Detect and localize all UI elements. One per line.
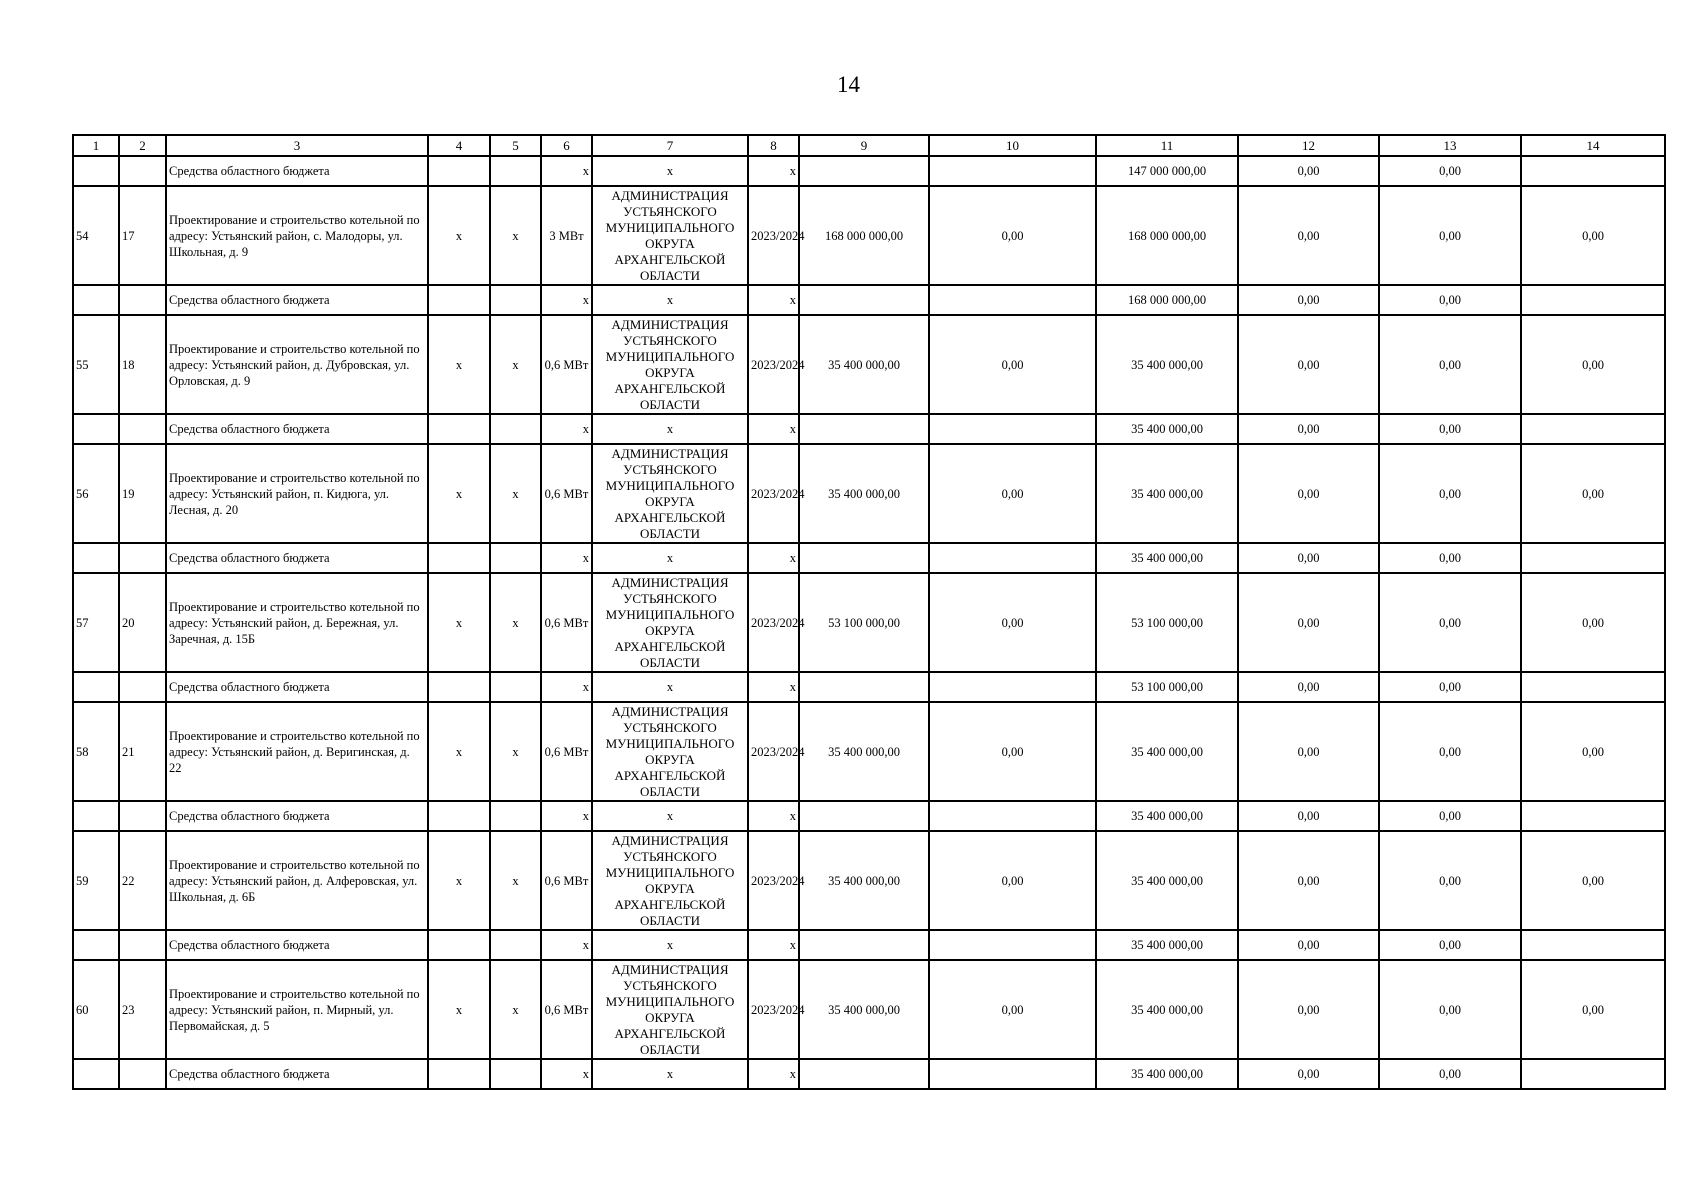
empty-cell: [119, 672, 166, 702]
funding-source-label: Средства областного бюджета: [166, 414, 428, 444]
empty-cell: [1521, 1059, 1665, 1089]
column-number: 13: [1379, 135, 1521, 156]
empty-cell: [929, 672, 1096, 702]
empty-cell: [929, 543, 1096, 573]
cell-col11: 35 400 000,00: [1096, 702, 1238, 801]
cell-col13: 0,00: [1379, 573, 1521, 672]
cell-col14: 0,00: [1521, 702, 1665, 801]
cell-col4: х: [428, 186, 490, 285]
sub-number: 19: [119, 444, 166, 543]
empty-cell: [490, 672, 541, 702]
row-number: 54: [73, 186, 119, 285]
empty-cell: [73, 1059, 119, 1089]
cell-col12: 0,00: [1238, 960, 1379, 1059]
cell-col9: 35 400 000,00: [799, 831, 929, 930]
empty-cell: [73, 285, 119, 315]
cell-col13: 0,00: [1379, 186, 1521, 285]
cell-col11: 35 400 000,00: [1096, 960, 1238, 1059]
column-number: 9: [799, 135, 929, 156]
empty-cell: [73, 543, 119, 573]
power-capacity: 0,6 МВт: [541, 444, 592, 543]
column-number-row: [73, 135, 1665, 156]
empty-cell: [929, 285, 1096, 315]
cell-col5: х: [490, 186, 541, 285]
empty-cell: [929, 801, 1096, 831]
power-capacity: 0,6 МВт: [541, 702, 592, 801]
project-row: [73, 960, 1665, 1059]
organization-name: АДМИНИСТРАЦИЯ УСТЬЯНСКОГО МУНИЦИПАЛЬНОГО ОКРУГА АРХАНГЕЛЬСКОЙ ОБЛАСТИ: [592, 315, 748, 414]
cell-col11: 35 400 000,00: [1096, 801, 1238, 831]
cell-col7: х: [592, 543, 748, 573]
funding-source-row: [73, 543, 1665, 573]
project-row: [73, 444, 1665, 543]
empty-cell: [490, 543, 541, 573]
period: 2023/2024: [748, 444, 799, 543]
cell-col11: 35 400 000,00: [1096, 930, 1238, 960]
empty-cell: [490, 285, 541, 315]
cell-col12: 0,00: [1238, 930, 1379, 960]
column-number: 10: [929, 135, 1096, 156]
empty-cell: [1521, 801, 1665, 831]
power-capacity: 0,6 МВт: [541, 315, 592, 414]
cell-col12: 0,00: [1238, 543, 1379, 573]
cell-col7: х: [592, 801, 748, 831]
project-row: [73, 702, 1665, 801]
empty-cell: [428, 930, 490, 960]
cell-col11: 35 400 000,00: [1096, 444, 1238, 543]
cell-col7: х: [592, 930, 748, 960]
column-number: 11: [1096, 135, 1238, 156]
empty-cell: [428, 156, 490, 186]
cell-col10: 0,00: [929, 702, 1096, 801]
sub-number: 18: [119, 315, 166, 414]
empty-cell: [73, 672, 119, 702]
cell-col6: х: [541, 414, 592, 444]
cell-col9: 35 400 000,00: [799, 315, 929, 414]
funding-source-row: [73, 930, 1665, 960]
cell-col8: х: [748, 930, 799, 960]
cell-col11: 168 000 000,00: [1096, 186, 1238, 285]
cell-col6: х: [541, 543, 592, 573]
period: 2023/2024: [748, 315, 799, 414]
table-body: [73, 135, 1665, 1089]
cell-col10: 0,00: [929, 315, 1096, 414]
period: 2023/2024: [748, 960, 799, 1059]
cell-col12: 0,00: [1238, 1059, 1379, 1089]
cell-col11: 168 000 000,00: [1096, 285, 1238, 315]
empty-cell: [929, 1059, 1096, 1089]
column-number: 1: [73, 135, 119, 156]
row-number: 59: [73, 831, 119, 930]
cell-col14: 0,00: [1521, 315, 1665, 414]
funding-source-label: Средства областного бюджета: [166, 543, 428, 573]
cell-col13: 0,00: [1379, 315, 1521, 414]
organization-name: АДМИНИСТРАЦИЯ УСТЬЯНСКОГО МУНИЦИПАЛЬНОГО ОКРУГА АРХАНГЕЛЬСКОЙ ОБЛАСТИ: [592, 444, 748, 543]
project-name: Проектирование и строительство котельной по адресу: Устьянский район, п. Кидюга, ул. Лесная, д. 20: [166, 444, 428, 543]
empty-cell: [119, 414, 166, 444]
funding-source-label: Средства областного бюджета: [166, 672, 428, 702]
column-number: 2: [119, 135, 166, 156]
cell-col12: 0,00: [1238, 831, 1379, 930]
empty-cell: [1521, 930, 1665, 960]
empty-cell: [1521, 156, 1665, 186]
page-number: 14: [837, 72, 860, 97]
cell-col8: х: [748, 285, 799, 315]
organization-name: АДМИНИСТРАЦИЯ УСТЬЯНСКОГО МУНИЦИПАЛЬНОГО ОКРУГА АРХАНГЕЛЬСКОЙ ОБЛАСТИ: [592, 960, 748, 1059]
cell-col4: х: [428, 960, 490, 1059]
empty-cell: [490, 1059, 541, 1089]
cell-col12: 0,00: [1238, 156, 1379, 186]
cell-col8: х: [748, 414, 799, 444]
column-number: 5: [490, 135, 541, 156]
cell-col8: х: [748, 156, 799, 186]
empty-cell: [428, 285, 490, 315]
empty-cell: [929, 156, 1096, 186]
empty-cell: [1521, 414, 1665, 444]
cell-col5: х: [490, 960, 541, 1059]
funding-source-label: Средства областного бюджета: [166, 285, 428, 315]
project-row: [73, 573, 1665, 672]
cell-col13: 0,00: [1379, 801, 1521, 831]
period: 2023/2024: [748, 573, 799, 672]
cell-col12: 0,00: [1238, 315, 1379, 414]
cell-col11: 53 100 000,00: [1096, 573, 1238, 672]
funding-source-row: [73, 672, 1665, 702]
cell-col6: х: [541, 801, 592, 831]
cell-col6: х: [541, 930, 592, 960]
empty-cell: [799, 801, 929, 831]
cell-col4: х: [428, 444, 490, 543]
empty-cell: [119, 543, 166, 573]
cell-col10: 0,00: [929, 960, 1096, 1059]
power-capacity: 0,6 МВт: [541, 831, 592, 930]
empty-cell: [119, 156, 166, 186]
cell-col10: 0,00: [929, 831, 1096, 930]
empty-cell: [799, 156, 929, 186]
cell-col5: х: [490, 573, 541, 672]
budget-table: [72, 134, 1666, 1090]
cell-col14: 0,00: [1521, 831, 1665, 930]
cell-col11: 35 400 000,00: [1096, 831, 1238, 930]
cell-col14: 0,00: [1521, 960, 1665, 1059]
cell-col14: 0,00: [1521, 186, 1665, 285]
cell-col7: х: [592, 1059, 748, 1089]
empty-cell: [929, 414, 1096, 444]
period: 2023/2024: [748, 831, 799, 930]
funding-source-row: [73, 1059, 1665, 1089]
cell-col13: 0,00: [1379, 960, 1521, 1059]
cell-col12: 0,00: [1238, 186, 1379, 285]
cell-col9: 35 400 000,00: [799, 702, 929, 801]
project-name: Проектирование и строительство котельной по адресу: Устьянский район, п. Мирный, ул. Первомайская, д. 5: [166, 960, 428, 1059]
empty-cell: [119, 930, 166, 960]
cell-col7: х: [592, 414, 748, 444]
sub-number: 21: [119, 702, 166, 801]
funding-source-label: Средства областного бюджета: [166, 801, 428, 831]
project-name: Проектирование и строительство котельной по адресу: Устьянский район, д. Веригинская, д. 22: [166, 702, 428, 801]
row-number: 56: [73, 444, 119, 543]
cell-col11: 35 400 000,00: [1096, 1059, 1238, 1089]
funding-source-row: [73, 285, 1665, 315]
empty-cell: [799, 672, 929, 702]
row-number: 60: [73, 960, 119, 1059]
project-name: Проектирование и строительство котельной по адресу: Устьянский район, с. Малодоры, ул. Школьная, д. 9: [166, 186, 428, 285]
cell-col13: 0,00: [1379, 414, 1521, 444]
project-name: Проектирование и строительство котельной по адресу: Устьянский район, д. Дубровская, ул. Орловская, д. 9: [166, 315, 428, 414]
empty-cell: [428, 414, 490, 444]
cell-col6: х: [541, 1059, 592, 1089]
cell-col6: х: [541, 672, 592, 702]
row-number: 55: [73, 315, 119, 414]
empty-cell: [428, 672, 490, 702]
cell-col14: 0,00: [1521, 573, 1665, 672]
cell-col7: х: [592, 156, 748, 186]
sub-number: 22: [119, 831, 166, 930]
empty-cell: [428, 1059, 490, 1089]
empty-cell: [119, 285, 166, 315]
empty-cell: [428, 801, 490, 831]
column-number: 6: [541, 135, 592, 156]
project-row: [73, 315, 1665, 414]
cell-col11: 35 400 000,00: [1096, 315, 1238, 414]
cell-col14: 0,00: [1521, 444, 1665, 543]
cell-col6: х: [541, 285, 592, 315]
funding-source-label: Средства областного бюджета: [166, 1059, 428, 1089]
empty-cell: [119, 1059, 166, 1089]
cell-col11: 35 400 000,00: [1096, 543, 1238, 573]
empty-cell: [490, 930, 541, 960]
organization-name: АДМИНИСТРАЦИЯ УСТЬЯНСКОГО МУНИЦИПАЛЬНОГО ОКРУГА АРХАНГЕЛЬСКОЙ ОБЛАСТИ: [592, 702, 748, 801]
empty-cell: [929, 930, 1096, 960]
cell-col12: 0,00: [1238, 444, 1379, 543]
cell-col12: 0,00: [1238, 801, 1379, 831]
empty-cell: [799, 930, 929, 960]
empty-cell: [1521, 543, 1665, 573]
cell-col13: 0,00: [1379, 543, 1521, 573]
empty-cell: [428, 543, 490, 573]
cell-col13: 0,00: [1379, 285, 1521, 315]
column-number: 7: [592, 135, 748, 156]
power-capacity: 3 МВт: [541, 186, 592, 285]
cell-col12: 0,00: [1238, 414, 1379, 444]
period: 2023/2024: [748, 186, 799, 285]
cell-col13: 0,00: [1379, 1059, 1521, 1089]
cell-col11: 53 100 000,00: [1096, 672, 1238, 702]
empty-cell: [490, 801, 541, 831]
power-capacity: 0,6 МВт: [541, 960, 592, 1059]
project-name: Проектирование и строительство котельной по адресу: Устьянский район, д. Алферовская, ул. Школьная, д. 6Б: [166, 831, 428, 930]
organization-name: АДМИНИСТРАЦИЯ УСТЬЯНСКОГО МУНИЦИПАЛЬНОГО ОКРУГА АРХАНГЕЛЬСКОЙ ОБЛАСТИ: [592, 186, 748, 285]
column-number: 12: [1238, 135, 1379, 156]
cell-col9: 53 100 000,00: [799, 573, 929, 672]
cell-col12: 0,00: [1238, 573, 1379, 672]
cell-col10: 0,00: [929, 444, 1096, 543]
cell-col9: 35 400 000,00: [799, 444, 929, 543]
column-number: 14: [1521, 135, 1665, 156]
cell-col8: х: [748, 672, 799, 702]
cell-col13: 0,00: [1379, 672, 1521, 702]
sub-number: 17: [119, 186, 166, 285]
empty-cell: [490, 414, 541, 444]
project-name: Проектирование и строительство котельной по адресу: Устьянский район, д. Бережная, ул. Заречная, д. 15Б: [166, 573, 428, 672]
cell-col6: х: [541, 156, 592, 186]
cell-col9: 35 400 000,00: [799, 960, 929, 1059]
cell-col10: 0,00: [929, 186, 1096, 285]
column-number: 8: [748, 135, 799, 156]
cell-col5: х: [490, 702, 541, 801]
empty-cell: [119, 801, 166, 831]
sub-number: 23: [119, 960, 166, 1059]
funding-source-row: [73, 414, 1665, 444]
column-number: 4: [428, 135, 490, 156]
cell-col8: х: [748, 1059, 799, 1089]
cell-col13: 0,00: [1379, 702, 1521, 801]
cell-col12: 0,00: [1238, 672, 1379, 702]
cell-col10: 0,00: [929, 573, 1096, 672]
power-capacity: 0,6 МВт: [541, 573, 592, 672]
empty-cell: [73, 156, 119, 186]
organization-name: АДМИНИСТРАЦИЯ УСТЬЯНСКОГО МУНИЦИПАЛЬНОГО ОКРУГА АРХАНГЕЛЬСКОЙ ОБЛАСТИ: [592, 831, 748, 930]
sub-number: 20: [119, 573, 166, 672]
period: 2023/2024: [748, 702, 799, 801]
funding-source-label: Средства областного бюджета: [166, 156, 428, 186]
cell-col13: 0,00: [1379, 930, 1521, 960]
cell-col4: х: [428, 831, 490, 930]
cell-col13: 0,00: [1379, 156, 1521, 186]
funding-source-row: [73, 156, 1665, 186]
empty-cell: [1521, 672, 1665, 702]
cell-col4: х: [428, 573, 490, 672]
cell-col7: х: [592, 672, 748, 702]
empty-cell: [73, 930, 119, 960]
cell-col8: х: [748, 801, 799, 831]
cell-col5: х: [490, 444, 541, 543]
cell-col11: 147 000 000,00: [1096, 156, 1238, 186]
funding-source-row: [73, 801, 1665, 831]
row-number: 57: [73, 573, 119, 672]
row-number: 58: [73, 702, 119, 801]
empty-cell: [799, 543, 929, 573]
empty-cell: [799, 1059, 929, 1089]
cell-col5: х: [490, 831, 541, 930]
empty-cell: [1521, 285, 1665, 315]
organization-name: АДМИНИСТРАЦИЯ УСТЬЯНСКОГО МУНИЦИПАЛЬНОГО ОКРУГА АРХАНГЕЛЬСКОЙ ОБЛАСТИ: [592, 573, 748, 672]
cell-col5: х: [490, 315, 541, 414]
cell-col12: 0,00: [1238, 702, 1379, 801]
empty-cell: [490, 156, 541, 186]
empty-cell: [799, 414, 929, 444]
cell-col7: х: [592, 285, 748, 315]
cell-col12: 0,00: [1238, 285, 1379, 315]
empty-cell: [73, 801, 119, 831]
column-number: 3: [166, 135, 428, 156]
cell-col4: х: [428, 315, 490, 414]
funding-source-label: Средства областного бюджета: [166, 930, 428, 960]
cell-col13: 0,00: [1379, 444, 1521, 543]
cell-col8: х: [748, 543, 799, 573]
empty-cell: [799, 285, 929, 315]
cell-col11: 35 400 000,00: [1096, 414, 1238, 444]
cell-col4: х: [428, 702, 490, 801]
cell-col9: 168 000 000,00: [799, 186, 929, 285]
project-row: [73, 186, 1665, 285]
project-row: [73, 831, 1665, 930]
cell-col13: 0,00: [1379, 831, 1521, 930]
empty-cell: [73, 414, 119, 444]
